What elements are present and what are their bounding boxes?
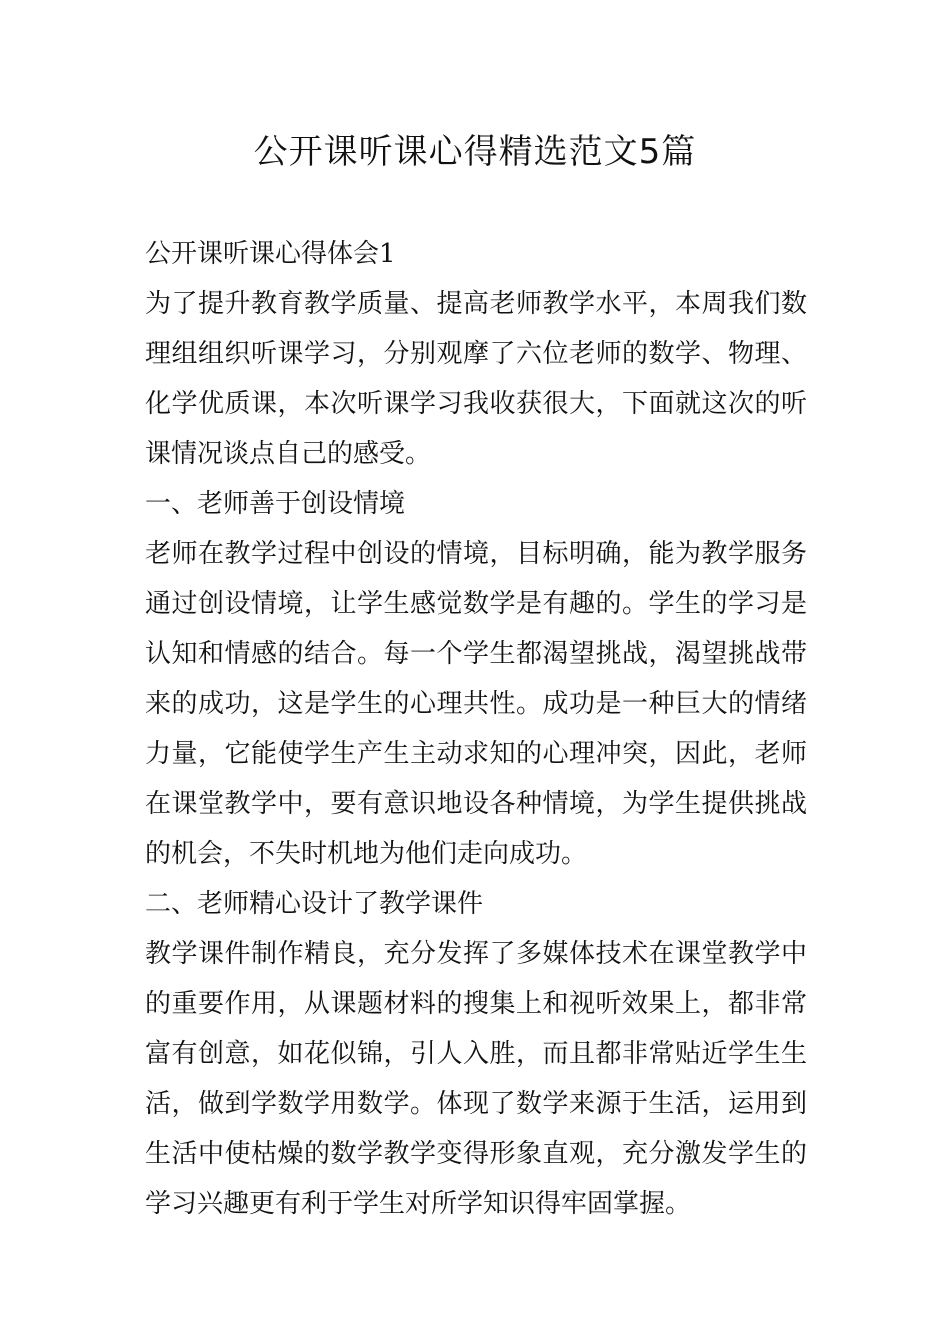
- section-heading-1: 公开课听课心得体会1: [145, 239, 396, 269]
- paragraph-courseware: 教学课件制作精良，充分发挥了多媒体技术在课堂教学中的重要作用，从课题材料的搜集上和视听效果上，都非常富有创意，如花似锦，引人入胜，而且都非常贴近学生生活，做到学数学用数学。体现了数学来源于生活，运用到生活中使枯燥的数学教学变得形象直观，充分激发学生的学习兴趣更有利于学生对所学知识得牢固掌握。: [145, 939, 807, 1219]
- paragraph-situations: 老师在教学过程中创设的情境，目标明确，能为教学服务通过创设情境，让学生感觉数学是有趣的。学生的学习是认知和情感的结合。每一个学生都渴望挑战，渴望挑战带来的成功，这是学生的心理共性。成功是一种巨大的情绪力量，它能使学生产生主动求知的心理冲突，因此，老师在课堂教学中，要有意识地设各种情境，为学生提供挑战的机会，不失时机地为他们走向成功。: [145, 539, 807, 869]
- section-heading-2: 一、老师善于创设情境: [145, 489, 406, 519]
- document-title: 公开课听课心得精选范文5篇: [253, 132, 697, 172]
- document-body: [145, 229, 807, 1229]
- section-heading-3: 二、老师精心设计了教学课件: [145, 889, 484, 919]
- paragraph-intro: 为了提升教育教学质量、提高老师教学水平，本周我们数理组组织听课学习，分别观摩了六位老师的数学、物理、化学优质课，本次听课学习我收获很大，下面就这次的听课情况谈点自己的感受。: [145, 289, 807, 469]
